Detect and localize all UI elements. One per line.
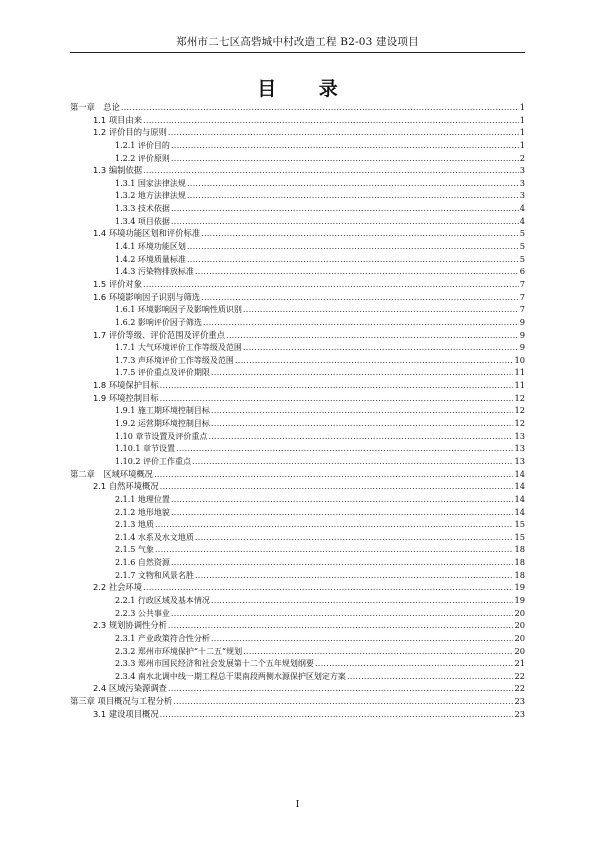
toc-entry-page: 12 <box>514 392 525 403</box>
toc-dot-leader <box>211 366 514 379</box>
table-of-contents <box>70 101 525 720</box>
toc-entry[interactable] <box>70 607 525 620</box>
toc-entry-page: 18 <box>514 569 525 580</box>
toc-entry[interactable] <box>70 329 525 342</box>
toc-entry-label: 1.2 评价目的与原则 <box>93 127 167 138</box>
toc-entry[interactable] <box>70 417 525 430</box>
toc-dot-leader <box>168 126 519 139</box>
toc-entry-label: 1.3.3 技术依据 <box>115 204 170 214</box>
toc-entry-label: 第一章 总论 <box>70 102 120 112</box>
toc-dot-leader <box>195 569 514 582</box>
toc-dot-leader <box>243 303 519 316</box>
toc-entry-label: 2.2.1 行政区域及基本情况 <box>115 595 210 605</box>
toc-dot-leader <box>211 417 514 430</box>
toc-dot-leader <box>203 316 519 329</box>
toc-entry-page: 20 <box>514 632 525 643</box>
toc-dot-leader <box>192 455 513 468</box>
toc-entry-label: 1.5 评价对象 <box>93 278 143 289</box>
toc-entry-page: 9 <box>519 329 525 340</box>
toc-entry[interactable] <box>70 404 525 417</box>
toc-entry[interactable] <box>70 645 525 658</box>
toc-dot-leader <box>143 114 519 127</box>
toc-entry-label: 1.9.1 施工期环境控制目标 <box>115 406 210 416</box>
toc-entry-page: 1 <box>519 139 525 150</box>
toc-entry[interactable] <box>70 695 525 708</box>
toc-dot-leader <box>211 404 514 417</box>
toc-entry[interactable] <box>70 265 525 278</box>
toc-entry-label: 1.8 环境保护目标 <box>93 380 159 391</box>
toc-entry[interactable] <box>70 101 525 114</box>
toc-entry-page: 10 <box>514 354 525 365</box>
toc-entry-page: 18 <box>514 557 525 568</box>
toc-dot-leader <box>171 493 514 506</box>
toc-entry-label: 1.10 章节设置及评价重点 <box>115 431 208 441</box>
toc-dot-leader <box>243 645 513 658</box>
toc-entry[interactable] <box>70 619 525 632</box>
toc-entry-label: 1.3 编制依据 <box>93 165 143 176</box>
toc-entry-label: 2.1.3 地质 <box>115 520 154 530</box>
toc-entry[interactable] <box>70 354 525 367</box>
toc-entry-label: 第二章 区域环境概况 <box>70 468 153 479</box>
toc-dot-leader <box>235 354 514 367</box>
toc-entry-label: 2.1.6 自然资源 <box>115 558 170 568</box>
toc-entry-page: 3 <box>519 177 525 188</box>
toc-dot-leader <box>211 594 514 607</box>
toc-entry-label: 1.4 环境功能区划和评价标准 <box>93 228 201 239</box>
toc-entry-label: 1.4.2 环境质量标准 <box>115 254 186 264</box>
toc-entry[interactable] <box>70 164 525 177</box>
toc-entry-page: 9 <box>519 316 525 327</box>
toc-dot-leader <box>226 329 519 342</box>
toc-dot-leader <box>187 253 519 266</box>
toc-entry-page: 5 <box>519 241 525 252</box>
toc-entry-label: 2.4 区域污染源调查 <box>93 683 167 694</box>
toc-dot-leader <box>143 581 513 594</box>
toc-dot-leader <box>160 392 514 405</box>
toc-entry-page: 12 <box>514 418 525 429</box>
toc-dot-leader <box>155 543 514 556</box>
toc-dot-leader <box>143 278 519 291</box>
toc-entry-label: 2.2.3 公共事业 <box>115 608 170 618</box>
toc-entry[interactable] <box>70 569 525 582</box>
toc-entry[interactable] <box>70 126 525 139</box>
toc-entry-page: 14 <box>514 481 525 492</box>
toc-dot-leader <box>173 695 513 708</box>
toc-entry[interactable] <box>70 240 525 253</box>
toc-entry[interactable] <box>70 657 525 670</box>
toc-entry-page: 3 <box>519 165 525 176</box>
toc-entry-label: 1.10.2 评价工作重点 <box>115 456 191 466</box>
toc-entry[interactable] <box>70 392 525 405</box>
toc-entry[interactable] <box>70 455 525 468</box>
toc-entry-label: 2.2 社会环境 <box>93 582 143 593</box>
toc-dot-leader <box>171 607 514 620</box>
toc-entry[interactable] <box>70 189 525 202</box>
toc-entry-page: 5 <box>519 228 525 239</box>
toc-entry-label: 1.4.1 环境功能区划 <box>115 242 186 252</box>
toc-entry-label: 1.7.1 大气环境评价工作等级及范围 <box>115 343 242 353</box>
toc-entry[interactable] <box>70 531 525 544</box>
toc-entry-page: 13 <box>514 443 525 454</box>
toc-entry-page: 9 <box>519 342 525 353</box>
toc-entry-label: 2.1.1 地理位置 <box>115 494 170 504</box>
toc-entry[interactable] <box>70 468 525 481</box>
toc-dot-leader <box>171 202 519 215</box>
toc-entry-page: 3 <box>519 190 525 201</box>
toc-dot-leader <box>347 670 514 683</box>
toc-entry-page: 2 <box>519 152 525 163</box>
toc-entry-page: 14 <box>514 493 525 504</box>
toc-entry[interactable] <box>70 682 525 695</box>
toc-entry-label: 3.1 建设项目概况 <box>93 708 159 719</box>
toc-entry[interactable] <box>70 708 525 721</box>
toc-entry[interactable] <box>70 632 525 645</box>
toc-entry[interactable] <box>70 316 525 329</box>
toc-entry-label: 2.1.2 地形地貌 <box>115 507 170 517</box>
toc-entry-label: 2.3.2 郑州市环境保护“十二五”规划 <box>115 646 243 656</box>
toc-entry[interactable] <box>70 303 525 316</box>
toc-dot-leader <box>243 341 519 354</box>
toc-entry-page: 21 <box>514 658 525 669</box>
toc-dot-leader <box>171 215 519 228</box>
toc-entry-label: 2.1 自然环境概况 <box>93 481 159 492</box>
toc-entry-page: 12 <box>514 405 525 416</box>
toc-entry-label: 1.6.1 环境影响因子及影响性质识别 <box>115 305 242 315</box>
toc-entry-label: 2.1.7 文物和风景名胜 <box>115 570 194 580</box>
toc-entry[interactable] <box>70 114 525 127</box>
toc-dot-leader <box>171 152 519 165</box>
toc-entry[interactable] <box>70 506 525 519</box>
toc-dot-leader <box>121 101 519 114</box>
toc-entry-label: 2.3.4 南水北调中线一期工程总干渠南段两侧水源保护区划定方案 <box>115 671 346 681</box>
toc-entry-page: 1 <box>519 127 525 138</box>
toc-entry-label: 2.3.1 产业政策符合性分析 <box>115 633 210 643</box>
toc-entry-label: 1.4.3 污染物排放标准 <box>115 267 194 277</box>
header-rule <box>70 52 525 53</box>
toc-entry-page: 4 <box>519 215 525 226</box>
toc-entry-page: 19 <box>514 582 525 593</box>
toc-entry-page: 23 <box>514 708 525 719</box>
toc-dot-leader <box>171 506 514 519</box>
toc-dot-leader <box>211 632 514 645</box>
toc-entry-page: 20 <box>514 607 525 618</box>
toc-entry-page: 14 <box>514 468 525 479</box>
toc-entry-page: 13 <box>514 455 525 466</box>
toc-dot-leader <box>208 430 513 443</box>
toc-entry[interactable] <box>70 480 525 493</box>
page-title: 目 录 <box>257 78 356 100</box>
toc-entry-page: 1 <box>519 114 525 125</box>
toc-entry-label: 2.3 规划协调性分析 <box>93 620 167 631</box>
toc-entry-page: 14 <box>514 506 525 517</box>
toc-entry-page: 11 <box>514 380 525 391</box>
toc-dot-leader <box>171 556 514 569</box>
toc-entry[interactable] <box>70 278 525 291</box>
toc-dot-leader <box>160 708 514 721</box>
toc-entry-label: 第三章 项目概况与工程分析 <box>70 696 173 707</box>
toc-entry[interactable] <box>70 215 525 228</box>
toc-dot-leader <box>176 442 513 455</box>
toc-dot-leader <box>195 265 519 278</box>
toc-entry-page: 1 <box>519 102 525 112</box>
toc-entry-label: 1.9.2 运营期环境控制目标 <box>115 419 210 429</box>
toc-entry[interactable] <box>70 202 525 215</box>
toc-entry-page: 20 <box>514 645 525 656</box>
toc-dot-leader <box>187 189 519 202</box>
toc-entry-label: 1.2.1 评价目的 <box>115 140 170 150</box>
toc-entry-label: 1.2.2 评价原则 <box>115 153 170 163</box>
toc-entry[interactable] <box>70 594 525 607</box>
toc-dot-leader <box>195 531 514 544</box>
toc-entry-label: 1.3.2 地方法律法规 <box>115 191 186 201</box>
toc-entry[interactable] <box>70 152 525 165</box>
toc-entry[interactable] <box>70 442 525 455</box>
toc-entry[interactable] <box>70 227 525 240</box>
toc-entry-label: 1.3.4 项目依据 <box>115 216 170 226</box>
toc-dot-leader <box>154 468 513 481</box>
toc-entry[interactable] <box>70 670 525 683</box>
toc-entry-label: 1.3.1 国家法律法规 <box>115 178 186 188</box>
toc-entry[interactable] <box>70 253 525 266</box>
toc-entry-page: 11 <box>514 367 525 378</box>
page-number: I <box>295 800 300 810</box>
toc-entry-label: 2.1.5 气象 <box>115 545 154 555</box>
toc-dot-leader <box>187 240 519 253</box>
toc-entry[interactable] <box>70 379 525 392</box>
toc-entry[interactable] <box>70 493 525 506</box>
toc-entry-label: 1.7.3 声环境评价工作等级及范围 <box>115 355 234 365</box>
toc-entry-page: 13 <box>514 430 525 441</box>
toc-entry-label: 1.6.2 影响评价因子筛选 <box>115 317 202 327</box>
toc-entry-page: 7 <box>519 278 525 289</box>
toc-entry-page: 22 <box>514 683 525 694</box>
toc-dot-leader <box>160 480 514 493</box>
toc-entry[interactable] <box>70 341 525 354</box>
toc-entry-page: 7 <box>519 304 525 315</box>
toc-entry-page: 20 <box>514 620 525 631</box>
toc-dot-leader <box>201 227 519 240</box>
toc-entry[interactable] <box>70 291 525 304</box>
toc-entry[interactable] <box>70 543 525 556</box>
toc-entry-label: 2.3.3 郑州市国民经济和社会发展第十二个五年规划纲要 <box>115 659 314 669</box>
toc-entry[interactable] <box>70 581 525 594</box>
toc-dot-leader <box>315 657 514 670</box>
toc-dot-leader <box>155 518 514 531</box>
toc-entry-page: 18 <box>514 544 525 555</box>
toc-entry-label: 1.1 项目由来 <box>93 114 143 125</box>
toc-entry-page: 4 <box>519 203 525 214</box>
toc-entry-label: 1.7.5 评价重点及评价期限 <box>115 368 210 378</box>
toc-entry-page: 23 <box>514 696 525 707</box>
toc-dot-leader <box>168 619 514 632</box>
toc-dot-leader <box>143 164 519 177</box>
toc-dot-leader <box>187 177 519 190</box>
toc-entry[interactable] <box>70 556 525 569</box>
toc-entry[interactable] <box>70 518 525 531</box>
toc-dot-leader <box>160 379 514 392</box>
toc-entry-page: 6 <box>519 266 525 277</box>
toc-entry-page: 22 <box>514 670 525 681</box>
toc-entry-page: 15 <box>514 519 525 530</box>
running-header: 郑州市二七区高砦城中村改造工程 B2-03 建设项目 <box>176 36 419 48</box>
toc-entry[interactable] <box>70 366 525 379</box>
toc-entry-label: 1.7 评价等级、评价范围及评价重点 <box>93 329 225 340</box>
toc-entry-label: 1.9 环境控制目标 <box>93 392 159 403</box>
toc-entry-page: 19 <box>514 594 525 605</box>
toc-dot-leader <box>201 291 519 304</box>
toc-entry[interactable] <box>70 177 525 190</box>
toc-entry[interactable] <box>70 430 525 443</box>
toc-dot-leader <box>168 682 514 695</box>
toc-dot-leader <box>171 139 519 152</box>
toc-entry-page: 7 <box>519 291 525 302</box>
toc-entry-page: 5 <box>519 253 525 264</box>
toc-entry[interactable] <box>70 139 525 152</box>
toc-entry-label: 1.10.1 章节设置 <box>115 444 175 454</box>
toc-entry-label: 1.6 环境影响因子识别与筛选 <box>93 291 201 302</box>
toc-entry-page: 15 <box>514 531 525 542</box>
toc-entry-label: 2.1.4 水系及水文地质 <box>115 532 194 542</box>
